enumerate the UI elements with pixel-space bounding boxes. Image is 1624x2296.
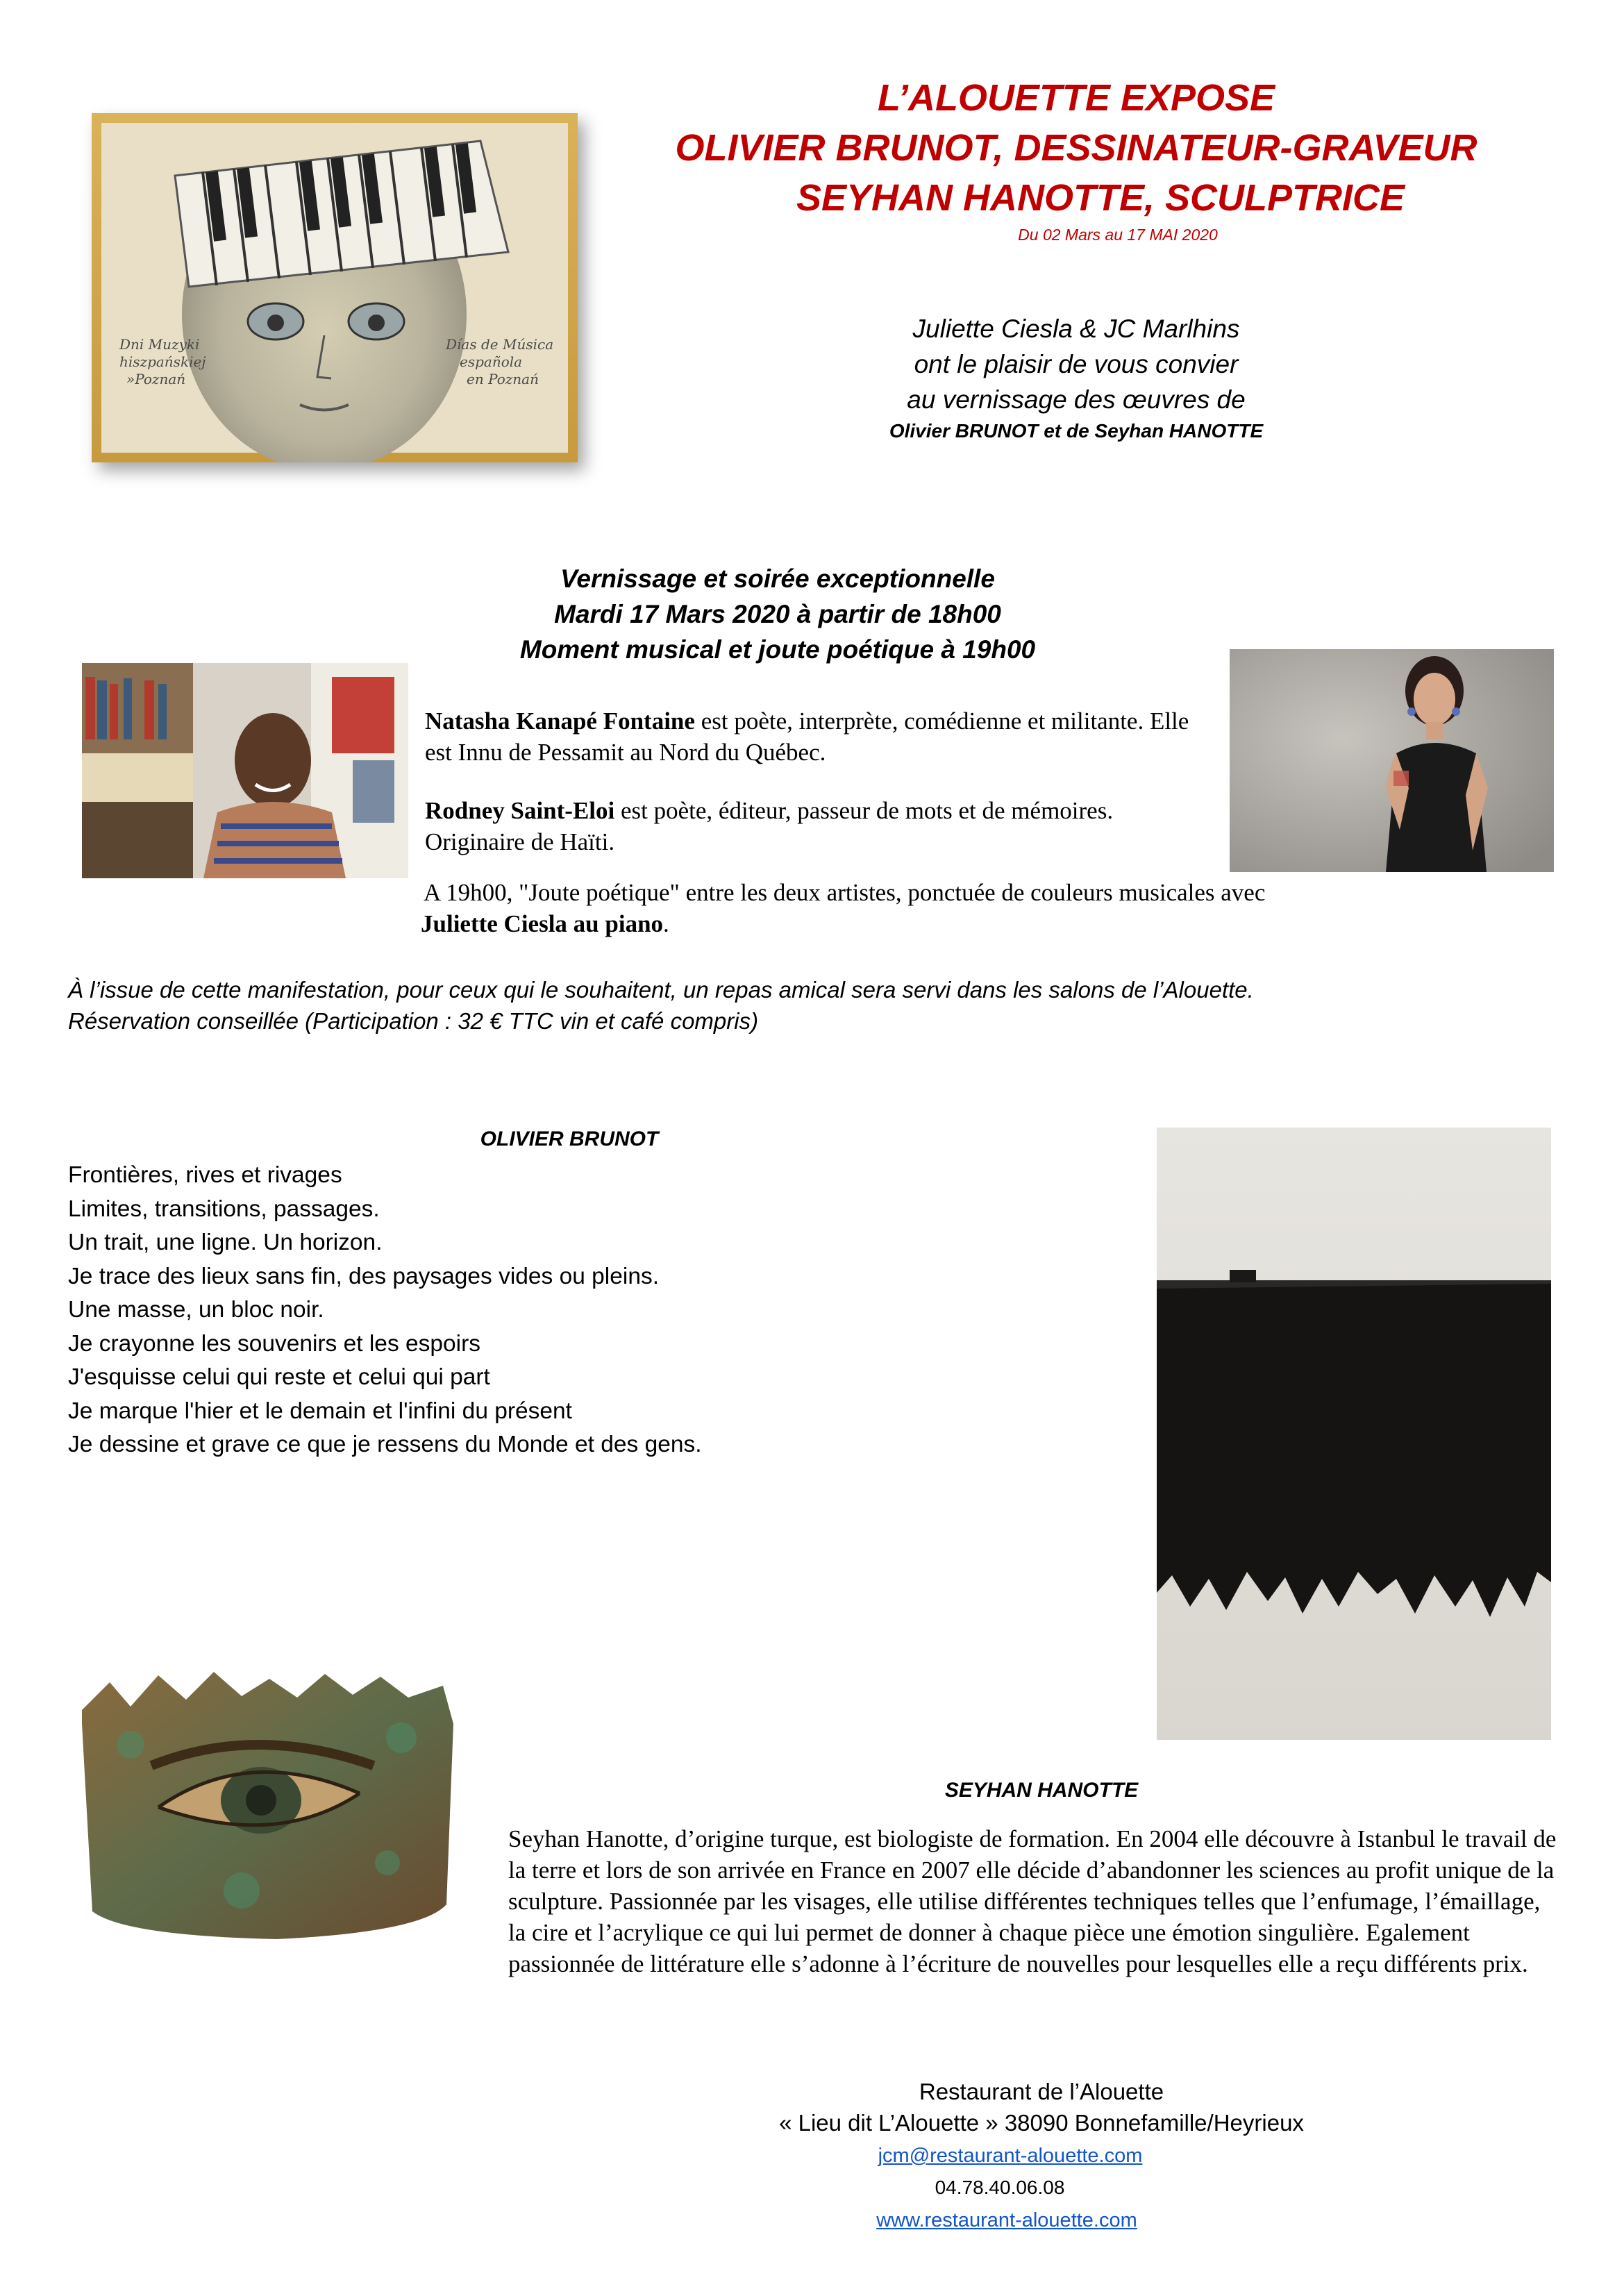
svg-text:Días de Música: Días de Música	[446, 336, 554, 353]
ink-landscape-drawing	[1157, 1128, 1551, 1740]
title-line-3: SEYHAN HANOTTE, SCULPTRICE	[796, 177, 1405, 219]
restaurant-address: « Lieu dit L’Alouette » 38090 Bonnefamille/Heyrieux	[779, 2110, 1304, 2136]
invitation-line-3: au vernissage des œuvres de	[907, 385, 1246, 414]
dinner-line-1: À l’issue de cette manifestation, pour ceux qui le souhaitent, un repas amical sera servi dans les salons de l’Alouette.	[68, 977, 1254, 1003]
joute-description	[421, 877, 1455, 939]
restaurant-name: Restaurant de l’Alouette	[919, 2079, 1164, 2104]
poem-line: Une masse, un bloc noir.	[68, 1297, 324, 1323]
eye-sculpture-photo	[68, 1516, 467, 1984]
joute-text: A 19h00, "Joute poétique" entre les deux artistes, ponctuée de couleurs musicales avec	[424, 879, 1266, 906]
svg-text:en Poznań: en Poznań	[467, 371, 539, 387]
poem-line: Un trait, une ligne. Un horizon.	[68, 1230, 383, 1255]
dinner-info	[68, 974, 1526, 1037]
title-line-2: OLIVIER BRUNOT, DESSINATEUR-GRAVEUR	[675, 127, 1477, 169]
brunot-poem	[68, 1159, 832, 1462]
invitation-text	[764, 311, 1389, 445]
vernissage-line-2: Mardi 17 Mars 2020 à partir de 18h00	[554, 600, 1001, 628]
rodney-photo	[82, 663, 408, 878]
svg-text:hiszpańskiej: hiszpańskiej	[119, 353, 206, 370]
natasha-description	[425, 705, 1196, 768]
natasha-text: est poète, interprète, comédienne et militante. Elle est Innu de Pessamit au Nord du Québec.	[425, 707, 1189, 766]
vernissage-block	[417, 561, 1139, 667]
phone-number: 04.78.40.06.08	[935, 2177, 1065, 2198]
poem-line: J'esquisse celui qui reste et celui qui part	[68, 1364, 490, 1390]
svg-text:»Poznań: »Poznań	[126, 371, 186, 387]
rodney-name: Rodney Saint-Eloi	[425, 797, 615, 824]
email-link[interactable]: jcm@restaurant-alouette.com	[878, 2145, 1143, 2167]
hanotte-bio: Seyhan Hanotte, d’origine turque, est biologiste de formation. En 2004 elle découvre à Istanbul le travail de la terre et lors de son arrivée en France en 2007 elle décide d’abandonner les sciences au profit unique de la sculpture. Passionnée par les visages, elle utilise différentes techniques telles que l’enfumage, l’émaillage, la cire et l’acrylique ce qui lui permet de donner à chaque pièce une émotion singulière. Egalement passionnée de littérature elle s’adonne à l’écriture de nouvelles pour lesquelles elle a reçu différents prix.	[508, 1825, 1557, 1977]
poem-line: Je crayonne les souvenirs et les espoirs	[68, 1330, 480, 1357]
exhibition-title	[667, 73, 1486, 246]
poem-line: Je trace des lieux sans fin, des paysages vides ou pleins.	[68, 1263, 660, 1289]
poem-line: Limites, transitions, passages.	[68, 1196, 380, 1222]
joute-end: .	[663, 910, 669, 937]
website-link[interactable]: www.restaurant-alouette.com	[876, 2209, 1137, 2231]
vernissage-line-1: Vernissage et soirée exceptionnelle	[560, 564, 995, 593]
joute-pianist: Juliette Ciesla au piano	[421, 910, 664, 937]
poem-line: Je dessine et grave ce que je ressens du Monde et des gens.	[68, 1432, 702, 1457]
title-line-1: L’ALOUETTE EXPOSE	[877, 77, 1275, 119]
vernissage-line-3: Moment musical et joute poétique à 19h00	[519, 635, 1036, 664]
rodney-description	[425, 795, 1196, 857]
dinner-line-2: Réservation conseillée (Participation : 32 € TTC vin et café compris)	[68, 1008, 759, 1034]
svg-text:española: española	[460, 353, 523, 370]
natasha-photo	[1230, 649, 1554, 872]
invitation-line-1: Juliette Ciesla & JC Marlhins	[912, 315, 1240, 343]
piano-face-painting	[92, 113, 578, 462]
rodney-text: est poète, éditeur, passeur de mots et de mémoires. Originaire de Haïti.	[425, 797, 1114, 855]
invitation-line-2: ont le plaisir de vous convier	[914, 350, 1239, 378]
brunot-heading: OLIVIER BRUNOT	[480, 1128, 659, 1150]
poem-line: Frontières, rives et rivages	[68, 1162, 342, 1188]
poem-line: Je marque l'hier et le demain et l'infini du présent	[68, 1398, 572, 1424]
invitation-artist-names: Olivier BRUNOT et de Seyhan HANOTTE	[889, 420, 1264, 442]
natasha-name: Natasha Kanapé Fontaine	[425, 707, 695, 735]
contact-block	[597, 2076, 1486, 2236]
hanotte-heading: SEYHAN HANOTTE	[944, 1779, 1139, 1802]
exhibition-dates: Du 02 Mars au 17 MAI 2020	[1018, 226, 1218, 244]
svg-text:Dni Muzyki: Dni Muzyki	[119, 336, 200, 353]
